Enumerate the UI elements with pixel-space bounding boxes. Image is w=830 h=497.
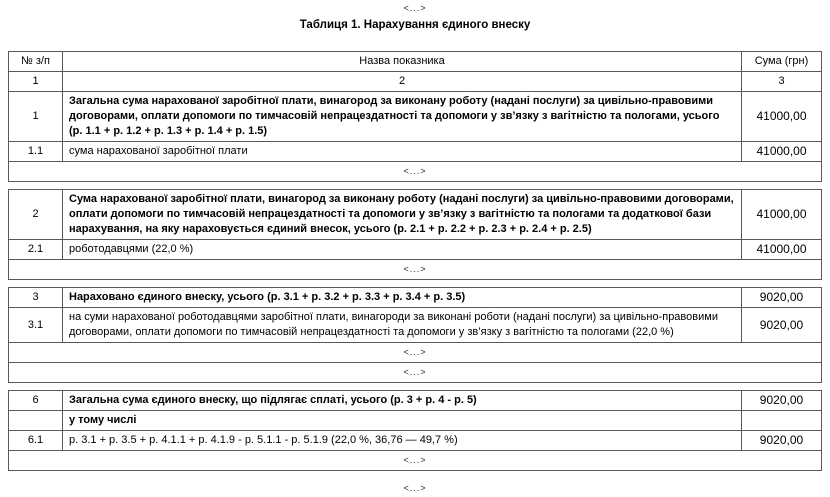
row-6-text: Загальна сума єдиного внеску, що підлягає сплаті, усього (р. 3 + р. 4 - р. 5) [63,391,742,411]
row-3-sum: 9020,00 [742,288,822,308]
row-6 [9,391,822,411]
row-1-1-sum: 41000,00 [742,142,822,162]
contribution-table-block-1 [8,51,822,182]
row-1-number: 1 [9,92,63,142]
row-2 [9,190,822,240]
row-3-1-sum: 9020,00 [742,308,822,343]
row-3-1 [9,308,822,343]
row-6-1-text: р. 3.1 + р. 3.5 + р. 4.1.1 + р. 4.1.9 - р. 5.1.1 - р. 5.1.9 (22,0 %, 36,76 — 49,7 %) [63,431,742,451]
header-sum-cell: Сума (грн) [742,52,822,72]
row-1-1-text: сума нарахованої заробітної плати [63,142,742,162]
contribution-table-block-3 [8,287,822,383]
separator-ellipsis: <...> [9,363,822,383]
row-6-subheader-sum [742,411,822,431]
table-title: Таблиця 1. Нарахування єдиного внеску [299,19,531,31]
row-6-subheader [9,411,822,431]
top-ellipsis-marker: <...> [403,3,427,13]
row-6-1 [9,431,822,451]
table-header-row [9,52,822,72]
row-2-1 [9,240,822,260]
row-2-number: 2 [9,190,63,240]
bottom-ellipsis-marker: <...> [403,483,427,493]
collapsed-rows-separator [9,260,822,280]
contribution-table-block-4 [8,390,822,471]
colnum-3-cell: 3 [742,72,822,92]
row-2-1-sum: 41000,00 [742,240,822,260]
column-numbers-row [9,72,822,92]
row-2-text: Сума нарахованої заробітної плати, винагород за виконану роботу (надані послуги) за цивільно-правовими договорами, оплати допомоги по тимчасовій непрацездатності та допомоги у зв’язку з вагітністю та пологами та додаткової бази нарахування, на яку нараховується єдиний внесок, усього (р. 2.1 + р. 2.2 + р. 2.3 + р. 2.4 + р. 2.5) [63,190,742,240]
colnum-1-cell: 1 [9,72,63,92]
row-1-1-number: 1.1 [9,142,63,162]
row-6-number: 6 [9,391,63,411]
contribution-table-block-2 [8,189,822,280]
header-num-cell: № з/п [9,52,63,72]
row-6-subheader-number [9,411,63,431]
row-2-sum: 41000,00 [742,190,822,240]
collapsed-rows-separator [9,363,822,383]
row-6-1-sum: 9020,00 [742,431,822,451]
row-1-sum: 41000,00 [742,92,822,142]
row-1-1 [9,142,822,162]
collapsed-rows-separator [9,343,822,363]
row-6-sum: 9020,00 [742,391,822,411]
row-1-text: Загальна сума нарахованої заробітної плати, винагород за виконану роботу (надані послуги) за цивільно-правовими договорами, оплати допомоги по тимчасовій непрацездатності та допомоги у зв’язку з вагітністю та пологами, усього (р. 1.1 + р. 1.2 + р. 1.3 + р. 1.4 + р. 1.5) [63,92,742,142]
separator-ellipsis: <...> [9,451,822,471]
separator-ellipsis: <...> [9,343,822,363]
collapsed-rows-separator [9,162,822,182]
row-3-text: Нараховано єдиного внеску, усього (р. 3.1 + р. 3.2 + р. 3.3 + р. 3.4 + р. 3.5) [63,288,742,308]
colnum-2-cell: 2 [63,72,742,92]
header-name-cell: Назва показника [63,52,742,72]
row-6-subheader-text: у тому числі [63,411,742,431]
row-2-1-text: роботодавцями (22,0 %) [63,240,742,260]
separator-ellipsis: <...> [9,162,822,182]
separator-ellipsis: <...> [9,260,822,280]
row-1 [9,92,822,142]
row-3-1-text: на суми нарахованої роботодавцями заробітної плати, винагороди за виконані роботи (надані послуги) за цивільно-правовими договорами, оплати допомоги по тимчасовій непрацездатності та допомоги у зв’язку з вагітністю та пологами (22,0 %) [63,308,742,343]
row-3-number: 3 [9,288,63,308]
row-2-1-number: 2.1 [9,240,63,260]
row-3-1-number: 3.1 [9,308,63,343]
row-3 [9,288,822,308]
row-6-1-number: 6.1 [9,431,63,451]
collapsed-rows-separator [9,451,822,471]
